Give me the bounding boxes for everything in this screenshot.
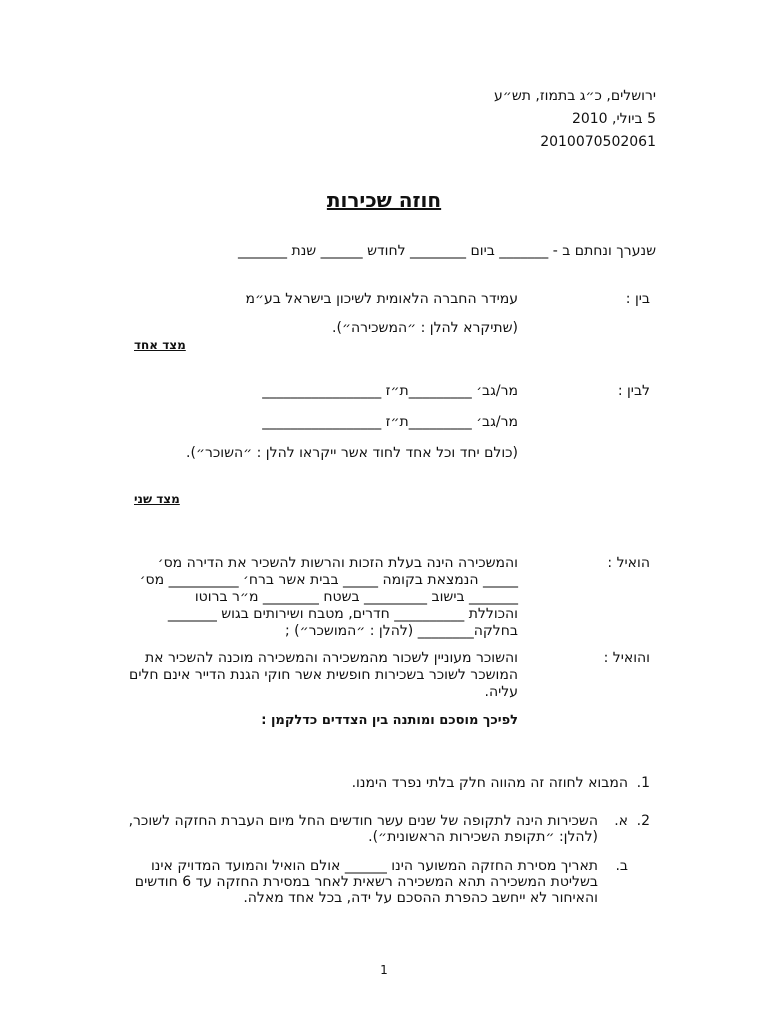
clause-text: השכירות הינה לתקופה של שנים עשר חודשים החל מיום העברת החזקה לשוכר,: [128, 813, 598, 829]
party2-line2: מר/גב׳ _________ת״ז _________________: [262, 414, 518, 430]
party1-side: מצד אחד: [134, 338, 186, 352]
party1-label: בין :: [625, 291, 650, 307]
whereas2-line: והשוכר מעוניין לשכור מהמשכירה והמשכירה מוכנה להשכיר את: [144, 650, 518, 666]
clause-number: 1.: [636, 775, 650, 791]
clause-sub: א.: [614, 813, 628, 829]
party2-alias: (כולם יחד וכל אחד לחוד אשר ייקראו להלן : ״השוכר״).: [186, 445, 518, 461]
clause-text: (להלן: ״תקופת השכירות הראשונית״).: [368, 829, 598, 845]
clause-text: בשליטת המשכירה תהא המשכירה רשאית לאחר במסירת החזקה עד 6 חודשים: [134, 874, 598, 890]
header-gregorian-date: 5 ביולי, 2010: [571, 111, 656, 127]
document-title: חוזה שכירות: [326, 188, 442, 212]
party1-alias: (שתיקרא להלן : ״המשכירה״).: [332, 320, 518, 336]
party2-side: מצד שני: [134, 492, 180, 506]
header-location-date: ירושלים, כ״ג בתמוז, תש״ע: [494, 88, 656, 104]
clause-text: תאריך מסירת החזקה המשוער הינו ______ אולם הואיל והמועד המדויק אינו: [150, 858, 598, 874]
whereas1-label: הואיל :: [607, 555, 650, 571]
signed-line: שנערך ונחתם ב - _______ ביום ________ לחודש ______ שנת _______: [238, 243, 656, 259]
whereas1-line: והמשכירה הינה בעלת הזכות והרשות להשכיר את הדירה מס׳: [157, 555, 518, 571]
whereas1-line: בחלקה________ (להלן : ״המושכר״) ;: [284, 623, 518, 639]
whereas2-line: עליה.: [484, 684, 518, 700]
whereas2-line: המושכר לשוכר בשכירות חופשית אשר חוקי הגנת הדייר אינם חלים: [129, 667, 518, 683]
party1-name: עמידר החברה הלאומית לשיכון בישראל בע״מ: [245, 291, 518, 307]
agreed-heading: לפיכך מוסכם ומותנה בין הצדדים כדלקמן :: [261, 713, 518, 728]
party2-line1: מר/גב׳ _________ת״ז _________________: [262, 383, 518, 399]
whereas1-line: _______ בישוב _________ בשטח ________ מ״ר ברוטו: [194, 589, 518, 605]
clause-number: 2.: [636, 813, 650, 829]
clause-text: המבוא לחוזה זה מהווה חלק בלתי נפרד הימנו.: [351, 775, 628, 791]
party2-label: לבין :: [617, 383, 650, 399]
clause-text: והאיחור לא ייחשב כהפרת ההסכם על ידה, בכל אחד מאלה.: [243, 890, 598, 906]
whereas2-label: והואיל :: [603, 650, 650, 666]
clause-sub: ב.: [615, 858, 628, 874]
page-number: 1: [380, 963, 388, 977]
whereas1-line: _____ הנמצאת בקומה _____ בבית אשר ברח׳ __________ מס׳: [139, 572, 518, 588]
whereas1-line: והכוללת __________ חדרים, מטבח ושירותים בגוש _______: [167, 606, 518, 622]
header-reference-number: 2010070502061: [540, 134, 656, 150]
